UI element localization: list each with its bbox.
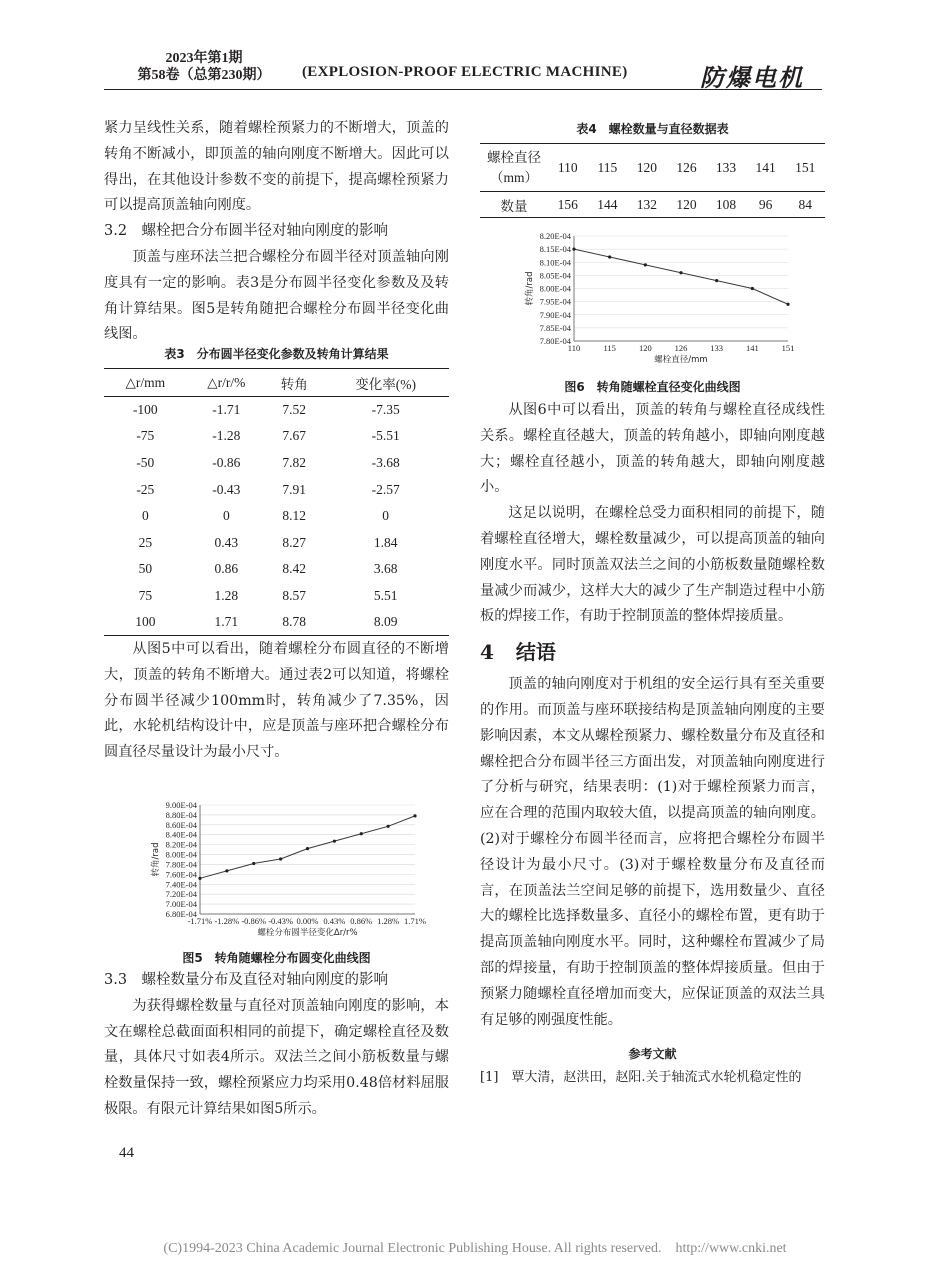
table3 bbox=[104, 368, 449, 636]
x-tick-label: -1.28% bbox=[214, 916, 240, 926]
table-cell: 120 bbox=[636, 159, 658, 175]
issue-year: 2023年第1期 bbox=[165, 51, 243, 66]
fig5-caption: 图5 转角随螺栓分布圆变化曲线图 bbox=[182, 951, 371, 965]
table-cell: -0.86 bbox=[212, 454, 241, 470]
y-tick-label: 8.00E-04 bbox=[539, 283, 571, 294]
y-tick-label: 7.85E-04 bbox=[539, 322, 571, 333]
table-cell: 100 bbox=[135, 614, 156, 630]
left-column-cont bbox=[104, 637, 449, 766]
table-cell: 120 bbox=[676, 196, 697, 212]
table-cell: 8.78 bbox=[282, 614, 307, 630]
table4-row-count bbox=[480, 192, 825, 218]
table-cell: 156 bbox=[557, 196, 578, 212]
y-tick-label: 8.05E-04 bbox=[539, 270, 571, 281]
table-row bbox=[104, 529, 449, 556]
table-cell: -100 bbox=[132, 402, 158, 418]
x-tick-label: 1.28% bbox=[377, 916, 400, 926]
table-cell: 126 bbox=[676, 159, 697, 175]
right-column bbox=[480, 398, 825, 1089]
header-rule bbox=[104, 89, 822, 90]
table3-caption: 表3 分布圆半径变化参数及转角计算结果 bbox=[164, 347, 389, 361]
figure6-chart bbox=[500, 228, 810, 366]
table-cell: 8.09 bbox=[373, 614, 398, 630]
issue-info bbox=[134, 50, 274, 84]
table-cell: 3.68 bbox=[373, 561, 398, 577]
table-cell: 115 bbox=[597, 159, 618, 175]
y-tick-label: 7.80E-04 bbox=[539, 336, 571, 346]
table-cell: 1.71 bbox=[214, 614, 239, 630]
table-row bbox=[104, 609, 449, 636]
data-point bbox=[306, 847, 309, 850]
table4 bbox=[480, 143, 825, 218]
y-tick-label: 7.00E-04 bbox=[165, 899, 197, 910]
table-cell: 96 bbox=[758, 196, 773, 212]
table-cell: 144 bbox=[597, 196, 618, 212]
data-point bbox=[786, 303, 789, 306]
journal-logo: 防爆电机 bbox=[700, 63, 804, 92]
y-tick-label: 8.40E-04 bbox=[165, 829, 197, 840]
table-cell: -5.51 bbox=[371, 428, 400, 444]
x-tick-label: 133 bbox=[710, 343, 724, 353]
data-point bbox=[252, 862, 255, 865]
references-title: 参考文献 bbox=[628, 1047, 677, 1062]
paragraph: 从图5中可以看出，随着螺栓分布圆直径的不断增大，顶盖的转角不断增大。通过表2可以知道，将螺栓分布圆半径减少100mm时，转角减少了7.35%，因此，水轮机结构设计中，应是顶盖与座环把合螺栓分布圆直径尽量设计为最小尺寸。 bbox=[104, 641, 449, 761]
y-tick-label: 7.80E-04 bbox=[165, 859, 197, 870]
table-cell: 25 bbox=[138, 534, 153, 550]
y-tick-label: 8.10E-04 bbox=[539, 257, 571, 268]
paragraph: 顶盖的轴向刚度对于机组的安全运行具有至关重要的作用。而顶盖与座环联接结构是顶盖轴向刚度的主要影响因素，本文从螺栓预紧力、螺栓数量分布及直径和螺栓把合分布圆半径三方面出发，对顶盖轴向刚度进行了分析与研究，结果表明：(1)对于螺栓预紧力而言，应在合理的范围内取较大值，以提高顶盖的轴向刚度。(2)对于螺栓分布圆半径而言，应将把合螺栓分布圆半径设计为最小尺寸。(3)对于螺栓数量分布及直径而言，在顶盖法兰空间足够的前提下，选用数量少、直径大的螺栓比选择数量多、直径小的螺栓布置，更有助于提高顶盖轴向刚度水平。同时，这种螺栓布置减少了局部的焊接量，有助于控制顶盖的整体焊接质量。但由于预紧力随螺栓直径增加而变大，应保证顶盖的双法兰具有足够的刚强度性能。 bbox=[480, 676, 825, 1028]
data-point bbox=[279, 857, 282, 860]
paragraph: 从图6中可以看出，顶盖的转角与螺栓直径成线性关系。螺栓直径越大，顶盖的转角越小，即轴向刚度越大；螺栓直径越小，顶盖的转角越大，即轴向刚度越小。 bbox=[480, 402, 825, 496]
table4-caption: 表4 螺栓数量与直径数据表 bbox=[576, 122, 729, 136]
x-tick-label: 0.86% bbox=[350, 916, 373, 926]
data-point bbox=[751, 287, 754, 290]
table-row bbox=[104, 503, 449, 530]
table-row bbox=[104, 397, 449, 424]
paragraph: 紧力呈线性关系，随着螺栓预紧力的不断增大，顶盖的转角不断减小，即顶盖的轴向刚度不断增大。因此可以得出，在其他设计参数不变的前提下，提高螺栓预紧力可以提高顶盖轴向刚度。 bbox=[104, 120, 449, 214]
y-tick-label: 7.40E-04 bbox=[165, 879, 197, 890]
table-cell: 8.57 bbox=[282, 587, 307, 603]
x-tick-label: 120 bbox=[638, 343, 652, 353]
section-heading-3-2: 3.2 螺栓把合分布圆半径对轴向刚度的影响 bbox=[104, 223, 389, 240]
table-cell: 110 bbox=[557, 159, 578, 175]
table-cell: 1.28 bbox=[214, 587, 239, 603]
table-header-cell: 转角 bbox=[280, 376, 308, 392]
y-tick-label: 8.15E-04 bbox=[539, 244, 571, 255]
y-tick-label: 8.80E-04 bbox=[165, 809, 197, 820]
data-point bbox=[198, 877, 201, 880]
table-cell: 7.82 bbox=[282, 454, 307, 470]
x-tick-label: 110 bbox=[567, 343, 581, 353]
y-tick-label: 9.00E-04 bbox=[165, 800, 197, 810]
table-cell: 151 bbox=[795, 159, 816, 175]
y-axis-label: 转角/rad bbox=[151, 842, 161, 877]
reference-item: [1] 覃大清，赵洪田，赵阳.关于轴流式水轮机稳定性的 bbox=[480, 1070, 802, 1086]
table-cell: 7.52 bbox=[282, 402, 307, 418]
section-heading-4 bbox=[480, 636, 825, 668]
table-cell: -1.71 bbox=[212, 402, 241, 418]
table-cell: 0 bbox=[382, 508, 390, 524]
table-cell: -7.35 bbox=[371, 402, 400, 418]
table3-header-row bbox=[104, 369, 449, 397]
table-row bbox=[104, 423, 449, 450]
table-cell: 8.27 bbox=[282, 534, 307, 550]
table-row bbox=[104, 583, 449, 610]
table4-row-diameter bbox=[480, 144, 825, 192]
table-cell: 141 bbox=[755, 159, 776, 175]
table-cell: -25 bbox=[136, 481, 155, 497]
table-cell: 75 bbox=[138, 587, 153, 603]
table-cell: 132 bbox=[636, 196, 658, 212]
table-header-cell: △r/mm bbox=[125, 374, 166, 390]
y-tick-label: 6.80E-04 bbox=[165, 909, 197, 919]
figure5-chart bbox=[128, 795, 428, 945]
x-axis-label: 螺栓直径/mm bbox=[654, 355, 708, 365]
x-tick-label: -0.43% bbox=[268, 916, 294, 926]
data-point bbox=[644, 263, 647, 266]
section-title: 结语 bbox=[515, 640, 556, 665]
table-cell: 8.12 bbox=[282, 508, 307, 524]
table-cell: -75 bbox=[136, 428, 155, 444]
y-tick-label: 7.20E-04 bbox=[165, 889, 197, 900]
x-tick-label: 141 bbox=[745, 343, 759, 353]
table-cell: 8.42 bbox=[282, 561, 307, 577]
copyright-footer: (C)1994-2023 China Academic Journal Electronic Publishing House. All rights reserved. http://www.cnki.net bbox=[163, 1241, 787, 1256]
table-cell: 7.91 bbox=[282, 481, 307, 497]
y-tick-label: 7.95E-04 bbox=[539, 296, 571, 307]
series-line bbox=[574, 249, 788, 304]
data-point bbox=[608, 255, 611, 258]
y-axis-label: 转角/rad bbox=[525, 271, 535, 306]
y-tick-label: 8.60E-04 bbox=[165, 819, 197, 830]
table-cell: 0.43 bbox=[214, 534, 239, 550]
table-header-cell: △r/r/% bbox=[207, 374, 246, 390]
x-tick-label: 0.43% bbox=[323, 916, 346, 926]
data-point bbox=[715, 279, 718, 282]
y-tick-label: 8.20E-04 bbox=[165, 839, 197, 850]
table-cell: 0 bbox=[141, 508, 149, 524]
table-cell: -3.68 bbox=[371, 454, 400, 470]
data-point bbox=[572, 248, 575, 251]
x-tick-label: 151 bbox=[781, 343, 795, 353]
section-number: 4 bbox=[480, 640, 494, 665]
issue-volume: 第58卷（总第230期） bbox=[137, 68, 271, 83]
table-cell: -50 bbox=[136, 454, 155, 470]
y-tick-label: 8.20E-04 bbox=[539, 231, 571, 241]
table-cell: 133 bbox=[715, 159, 737, 175]
table-cell: 0 bbox=[222, 508, 230, 524]
table-cell: 50 bbox=[138, 561, 153, 577]
y-tick-label: 7.60E-04 bbox=[165, 869, 197, 880]
table-cell: 108 bbox=[715, 196, 737, 212]
journal-english-title: (EXPLOSION-PROOF ELECTRIC MACHINE) bbox=[302, 64, 628, 80]
table-cell: -0.43 bbox=[212, 481, 241, 497]
left-column bbox=[104, 116, 449, 348]
section-heading-3-3: 3.3 螺栓数量分布及直径对轴向刚度的影响 bbox=[104, 972, 389, 988]
fig6-caption: 图6 转角随螺栓直径变化曲线图 bbox=[564, 380, 741, 394]
data-point bbox=[333, 840, 336, 843]
data-point bbox=[387, 825, 390, 828]
y-tick-label: 8.00E-04 bbox=[165, 849, 197, 860]
x-tick-label: 126 bbox=[674, 343, 688, 353]
table-cell: 5.51 bbox=[373, 587, 398, 603]
table-cell: -1.28 bbox=[212, 428, 241, 444]
table-row bbox=[104, 450, 449, 477]
data-point bbox=[360, 832, 363, 835]
x-axis-label: 螺栓分布圆半径变化Δr/r% bbox=[257, 928, 358, 938]
paragraph: 这足以说明，在螺栓总受力面积相同的前提下，随着螺栓直径增大，螺栓数量减少，可以提高顶盖的轴向刚度水平。同时顶盖双法兰之间的小筋板数量随螺栓数量减少而减少，这样大大的减少了生产制造过程中小筋板的焊接工作，有助于控制顶盖的整体焊接质量。 bbox=[480, 505, 825, 625]
table-cell: 1.84 bbox=[373, 534, 398, 550]
table-cell: 84 bbox=[798, 196, 812, 212]
x-tick-label: -1.71% bbox=[187, 916, 213, 926]
table-row bbox=[104, 556, 449, 583]
left-column-end bbox=[104, 968, 449, 1123]
table4-row-label: 螺栓直径（mm） bbox=[487, 149, 541, 185]
table-header-cell: 变化率(%) bbox=[355, 376, 417, 392]
table-cell: 7.67 bbox=[282, 428, 307, 444]
data-point bbox=[225, 869, 228, 872]
x-tick-label: 0.00% bbox=[296, 916, 319, 926]
x-tick-label: 115 bbox=[603, 343, 616, 353]
data-point bbox=[679, 271, 682, 274]
paragraph: 为获得螺栓数量与直径对顶盖轴向刚度的影响，本文在螺栓总截面面积相同的前提下，确定螺栓直径及数量，具体尺寸如表4所示。双法兰之间小筋板数量与螺栓数量保持一致，螺栓预紧应力均采用0.48倍材料屈服极限。有限元计算结果如图5所示。 bbox=[104, 997, 449, 1117]
x-tick-label: -0.86% bbox=[241, 916, 267, 926]
y-tick-label: 7.90E-04 bbox=[539, 309, 571, 320]
paragraph: 顶盖与座环法兰把合螺栓分布圆半径对顶盖轴向刚度具有一定的影响。表3是分布圆半径变化参数及及转角计算结果。图5是转角随把合螺栓分布圆半径变化曲线图。 bbox=[104, 248, 449, 343]
page-number: 44 bbox=[119, 1145, 134, 1161]
data-point bbox=[413, 814, 416, 817]
x-tick-label: 1.71% bbox=[404, 916, 426, 926]
table4-row-label: 数量 bbox=[500, 198, 528, 214]
table-cell: 0.86 bbox=[214, 561, 239, 577]
table-row bbox=[104, 476, 449, 503]
table-cell: -2.57 bbox=[371, 481, 400, 497]
